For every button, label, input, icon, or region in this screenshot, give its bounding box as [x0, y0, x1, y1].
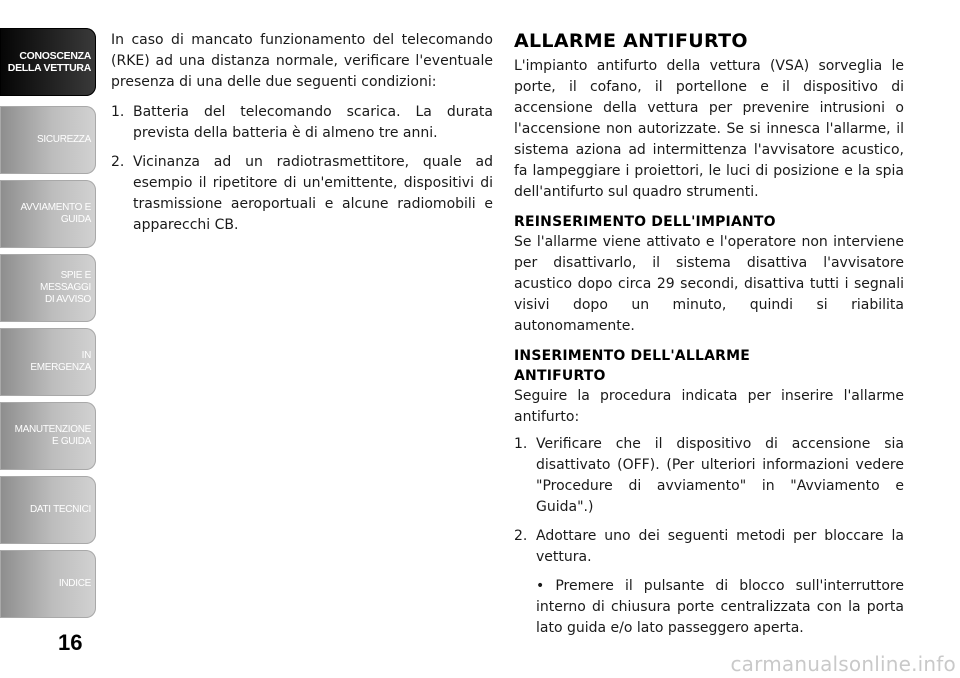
tab-indice[interactable]: INDICE	[0, 550, 96, 618]
arming-steps-list	[514, 434, 904, 639]
list-item	[514, 526, 904, 639]
left-conditions-list	[111, 102, 493, 236]
list-item-number: 1.	[514, 436, 528, 452]
tab-sicurezza[interactable]: SICUREZZA	[0, 106, 96, 174]
tab-spie-e-messaggi[interactable]: SPIE E MESSAGGI DI AVVISO	[0, 254, 96, 322]
list-item-number: 2.	[514, 528, 528, 544]
list-item-text: Adottare uno dei seguenti metodi per bloccare la vettura.	[536, 528, 904, 565]
list-item-text: Vicinanza ad un radiotrasmettitore, quale ad esempio il ripetitore di un'emittente, dispositivi di trasmissione aeroportuali e alcune radiomobili e apparecchi CB.	[133, 154, 493, 233]
tab-manutenzione-e-guida[interactable]: MANUTENZIONE E GUIDA	[0, 402, 96, 470]
list-item-text: Verificare che il dispositivo di accensione sia disattivato (OFF). (Per ulteriori informazioni vedere "Procedure di avviamento" in "Avviamento e Guida".)	[536, 436, 904, 515]
tab-avviamento-e-guida[interactable]: AVVIAMENTO E GUIDA	[0, 180, 96, 248]
inserimento-paragraph: Seguire la procedura indicata per inserire l'allarme antifurto:	[514, 388, 904, 425]
reinserimento-paragraph: Se l'allarme viene attivato e l'operatore non interviene per disattivarlo, il sistema disattiva l'avvisatore acustico dopo circa 29 secondi, disattiva tutti i segnali visivi dopo un minuto, quindi si riabilita autonomamente.	[514, 234, 904, 334]
watermark: carmanualsonline.info	[730, 652, 956, 676]
antitheft-intro-paragraph: L'impianto antifurto della vettura (VSA) sorveglia le porte, il cofano, il portellone e il dispositivo di accensione della vettura per prevenire intrusioni o l'accensione non autorizzate. Se si innesca l'allarme, il sistema aziona ad intermittenza l'avvisatore acustico, fa lampeggiare i proiettori, le luci di posizione e la spia dell'antifurto sul quadro strumenti.	[514, 58, 904, 200]
tab-conoscenza-della-vettura[interactable]: CONOSCENZA DELLA VETTURA	[0, 28, 96, 96]
list-item	[111, 102, 493, 144]
list-item-number: 2.	[111, 154, 125, 170]
list-item-text: Batteria del telecomando scarica. La durata prevista della batteria è di almeno tre anni.	[133, 104, 493, 141]
tab-dati-tecnici[interactable]: DATI TECNICI	[0, 476, 96, 544]
bullet-item-text: • Premere il pulsante di blocco sull'interruttore interno di chiusura porte centralizzata con la porta lato guida e/o lato passeggero aperta.	[536, 578, 904, 636]
subsection-title-inserimento-line1: INSERIMENTO DELL'ALLARME	[514, 348, 750, 364]
section-title: ALLARME ANTIFURTO	[514, 30, 748, 52]
subsection-title-inserimento-line2: ANTIFURTO	[514, 368, 606, 384]
page-number: 16	[58, 630, 83, 655]
subsection-title-reinserimento: REINSERIMENTO DELL'IMPIANTO	[514, 214, 776, 230]
left-column	[111, 30, 493, 244]
list-item	[111, 152, 493, 236]
list-item-number: 1.	[111, 104, 125, 120]
list-item	[514, 434, 904, 518]
left-intro-paragraph: In caso di mancato funzionamento del telecomando (RKE) ad una distanza normale, verificare l'eventuale presenza di una delle due seguenti condizioni:	[111, 32, 493, 90]
right-column	[514, 30, 904, 647]
tab-in-emergenza[interactable]: IN EMERGENZA	[0, 328, 96, 396]
